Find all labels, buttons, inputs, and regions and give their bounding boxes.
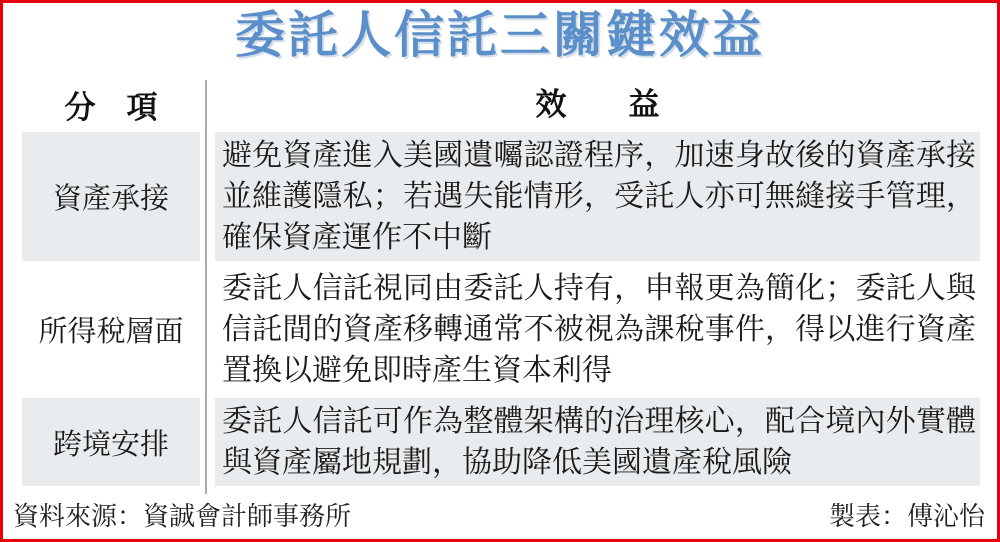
source-credit: 資料來源：資誠會計師事務所 (13, 501, 352, 531)
row-benefit: 避免資產進入美國遺囑認證程序，加速身故後的資產承接並維護隱私；若遇失能情形，受託人亦可無縫接手管理，確保資產運作不中斷 (215, 132, 980, 261)
page-title: 委託人信託三關鍵效益 (235, 7, 765, 63)
footer (3, 494, 997, 539)
row-benefit: 委託人信託可作為整體架構的治理核心，配合境內外實體與資產屬地規劃，協助降低美國遺產稅風險 (215, 398, 980, 486)
row-category: 所得稅層面 (38, 316, 184, 348)
column-gutter (200, 80, 215, 128)
row-benefit: 委託人信託視同由委託人持有，申報更為簡化；委託人與信託間的資產移轉通常不被視為課稅事件，得以進行資產置換以避免即時產生資本利得 (222, 272, 976, 387)
column-gutter (200, 265, 215, 394)
divider-tail-spacer (22, 486, 980, 494)
table-row (22, 265, 980, 394)
table-row (22, 132, 980, 261)
column-gutter (200, 132, 215, 261)
row-category: 跨境安排 (22, 398, 200, 486)
author-credit: 製表：傅沁怡 (828, 501, 985, 531)
benefits-table (3, 80, 997, 494)
header-category: 分 項 (64, 89, 158, 125)
table-header-row (22, 80, 980, 128)
column-divider (205, 80, 207, 494)
row-category: 資產承接 (22, 132, 200, 261)
column-gutter (200, 398, 215, 486)
table-row (22, 398, 980, 486)
header-benefit: 效 益 (535, 86, 660, 122)
